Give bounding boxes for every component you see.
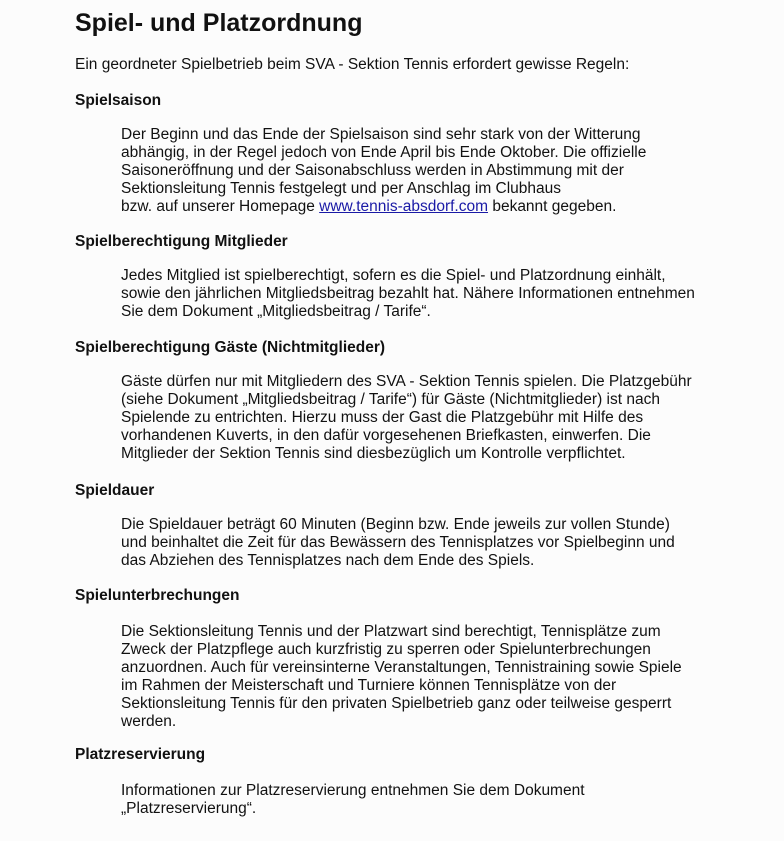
paragraph-spielsaison xyxy=(121,126,646,216)
line: Zweck der Platzpflege auch kurzfristig zu sperren oder Spielunterbrechungen xyxy=(121,641,651,658)
line: Jedes Mitglied ist spielberechtigt, sofern es die Spiel- und Platzordnung einhält, xyxy=(121,267,666,284)
line: Der Beginn und das Ende der Spielsaison sind sehr stark von der Witterung xyxy=(121,126,641,143)
line: Sie dem Dokument „Mitgliedsbeitrag / Tarife“. xyxy=(121,303,431,320)
paragraph-spielunterbrechungen xyxy=(121,623,682,731)
line: Gäste dürfen nur mit Mitgliedern des SVA - Sektion Tennis spielen. Die Platzgebühr xyxy=(121,373,692,390)
paragraph-platzreservierung xyxy=(121,782,585,818)
line: werden. xyxy=(121,713,177,730)
line: sowie den jährlichen Mitgliedsbeitrag bezahlt hat. Nähere Informationen entnehmen xyxy=(121,285,695,302)
line-prefix: bzw. auf unserer Homepage xyxy=(121,198,320,215)
heading-spielunterbrechungen: Spielunterbrechungen xyxy=(75,587,240,604)
line: „Platzreservierung“. xyxy=(121,800,257,817)
paragraph-gaeste xyxy=(121,373,692,463)
line: Sektionsleitung Tennis für den privaten Spielbetrieb ganz oder teilweise gesperrt xyxy=(121,695,672,712)
line: im Rahmen der Meisterschaft und Turniere können Tennisplätze von der xyxy=(121,677,617,694)
line: Sektionsleitung Tennis festgelegt und per Anschlag im Clubhaus xyxy=(121,180,562,197)
homepage-link[interactable]: www.tennis-absdorf.com xyxy=(319,198,489,215)
line: Spielende zu entrichten. Hierzu muss der Gast die Platzgebühr mit Hilfe des xyxy=(121,409,644,426)
line: Die Spieldauer beträgt 60 Minuten (Beginn bzw. Ende jeweils zur vollen Stunde) xyxy=(121,516,670,533)
intro-text: Ein geordneter Spielbetrieb beim SVA - Sektion Tennis erfordert gewisse Regeln: xyxy=(75,56,630,73)
line: (siehe Dokument „Mitgliedsbeitrag / Tarife“) für Gäste (Nichtmitglieder) ist nach xyxy=(121,391,660,408)
heading-mitglieder: Spielberechtigung Mitglieder xyxy=(75,233,288,250)
line: und beinhaltet die Zeit für das Bewässern des Tennisplatzes vor Spielbeginn und xyxy=(121,534,675,551)
line xyxy=(121,198,646,216)
heading-gaeste: Spielberechtigung Gäste (Nichtmitglieder) xyxy=(75,339,386,356)
line: das Abziehen des Tennisplatzes nach dem Ende des Spiels. xyxy=(121,552,535,569)
line: vorhandenen Kuverts, in den dafür vorgesehenen Briefkasten, einwerfen. Die xyxy=(121,427,651,444)
paragraph-mitglieder xyxy=(121,267,695,321)
heading-spieldauer: Spieldauer xyxy=(75,482,155,499)
line: anzuordnen. Auch für vereinsinterne Veranstaltungen, Tennistraining sowie Spiele xyxy=(121,659,682,676)
heading-spielsaison: Spielsaison xyxy=(75,92,162,109)
line-suffix: bekannt gegeben. xyxy=(488,198,617,215)
line: Die Sektionsleitung Tennis und der Platzwart sind berechtigt, Tennisplätze zum xyxy=(121,623,661,640)
page-title: Spiel- und Platzordnung xyxy=(75,9,363,37)
paragraph-spieldauer xyxy=(121,516,675,570)
line: Mitglieder der Sektion Tennis sind diesbezüglich um Kontrolle verpflichtet. xyxy=(121,445,626,462)
heading-platzreservierung: Platzreservierung xyxy=(75,746,206,763)
line: Informationen zur Platzreservierung entnehmen Sie dem Dokument xyxy=(121,782,585,799)
line: Saisoneröffnung und der Saisonabschluss werden in Abstimmung mit der xyxy=(121,162,624,179)
line: abhängig, in der Regel jedoch von Ende April bis Ende Oktober. Die offizielle xyxy=(121,144,647,161)
